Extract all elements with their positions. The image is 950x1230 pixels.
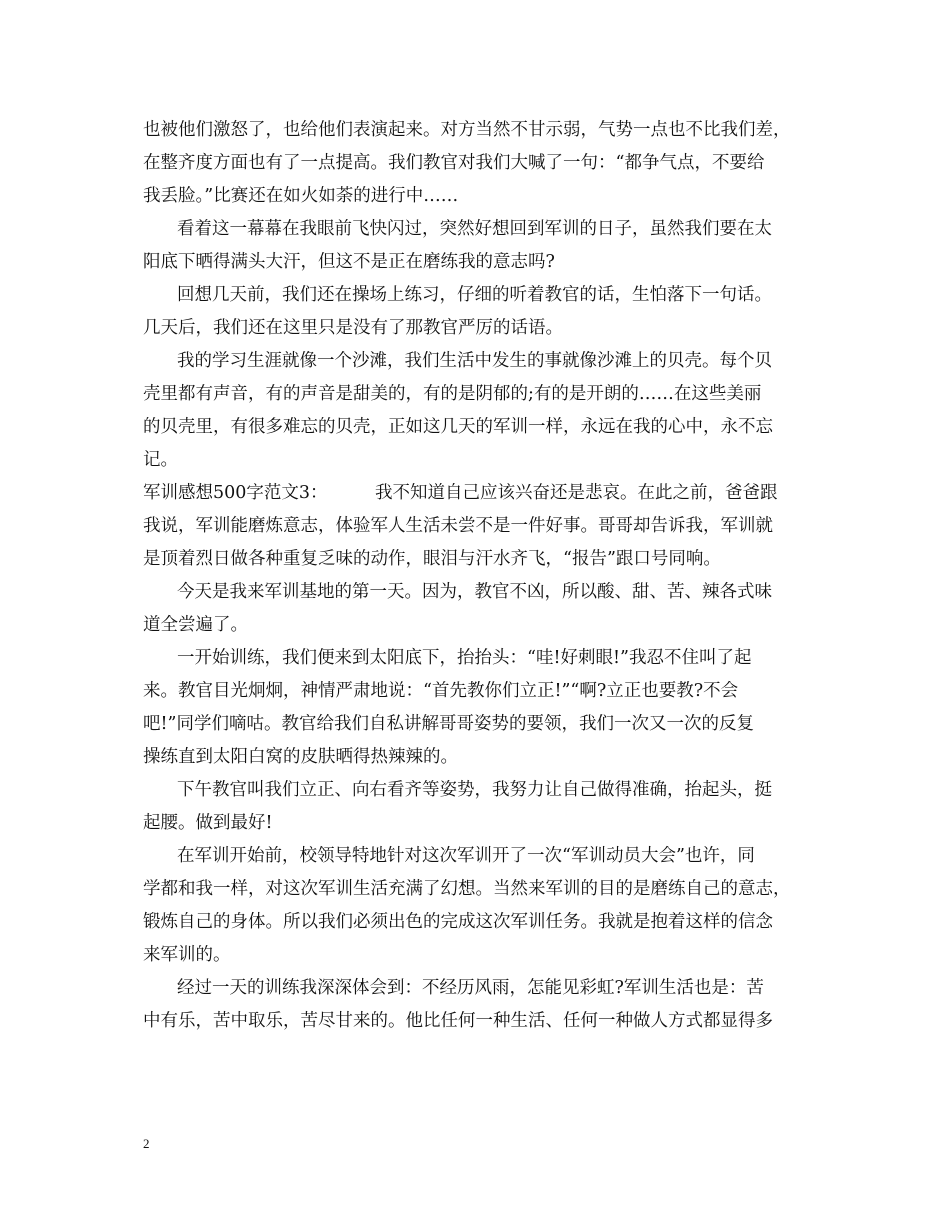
text-line: 在整齐度方面也有了一点提高。我们教官对我们大喊了一句：“都争气点，不要给 bbox=[143, 153, 765, 173]
text-line: 我不知道自己应该兴奋还是悲哀。在此之前，爸爸跟 bbox=[375, 483, 778, 503]
text-line: 的贝壳里，有很多难忘的贝壳，正如这几天的军训一样，永远在我的心中，永不忘 bbox=[143, 417, 773, 437]
text-line: 几天后，我们还在这里只是没有了那教官严厉的话语。 bbox=[143, 318, 563, 338]
essay-heading-line bbox=[143, 477, 815, 510]
paragraph-first-line: 经过一天的训练我深深体会到：不经历风雨，怎能见彩虹?军训生活也是：苦 bbox=[177, 978, 764, 998]
text-line: 学都和我一样，对这次军训生活充满了幻想。当然来军训的目的是磨练自己的意志， bbox=[143, 879, 791, 899]
text-line: 壳里都有声音，有的声音是甜美的，有的是阴郁的;有的是开朗的……在这些美丽 bbox=[143, 384, 762, 404]
text-line: 来。教官目光炯炯，神情严肃地说：“首先教你们立正!”“啊?立正也要教?不会 bbox=[143, 681, 739, 701]
text-line: 来军训的。 bbox=[143, 945, 231, 965]
text-line: 起腰。做到最好! bbox=[143, 813, 273, 833]
text-line: 操练直到太阳白窝的皮肤晒得热辣辣的。 bbox=[143, 747, 458, 767]
document-body bbox=[143, 114, 815, 1038]
essay-heading: 军训感想500字范文3： bbox=[143, 483, 328, 503]
text-line: 道全尝遍了。 bbox=[143, 615, 248, 635]
text-line: 我丢脸。”比赛还在如火如荼的进行中…… bbox=[143, 186, 459, 206]
paragraph-first-line: 看着这一幕幕在我眼前飞快闪过，突然好想回到军训的日子，虽然我们要在太 bbox=[177, 219, 772, 239]
paragraph-first-line: 我的学习生涯就像一个沙滩，我们生活中发生的事就像沙滩上的贝壳。每个贝 bbox=[177, 351, 772, 371]
text-line: 也被他们激怒了，也给他们表演起来。对方当然不甘示弱，气势一点也不比我们差， bbox=[143, 120, 791, 140]
paragraph-first-line: 下午教官叫我们立正、向右看齐等姿势，我努力让自己做得准确，抬起头，挺 bbox=[177, 780, 772, 800]
page-number: 2 bbox=[143, 1136, 150, 1151]
paragraph-first-line: 在军训开始前，校领导特地针对这次军训开了一次“军训动员大会”也许，同 bbox=[177, 846, 755, 866]
text-line: 吧!”同学们嘀咕。教官给我们自私讲解哥哥姿势的要领，我们一次又一次的反复 bbox=[143, 714, 754, 734]
text-line: 我说，军训能磨炼意志，体验军人生活未尝不是一件好事。哥哥却告诉我，军训就 bbox=[143, 516, 773, 536]
text-line: 锻炼自己的身体。所以我们必须出色的完成这次军训任务。我就是抱着这样的信念 bbox=[143, 912, 773, 932]
paragraph-first-line: 一开始训练，我们便来到太阳底下，抬抬头：“哇!好刺眼!”我忍不住叫了起 bbox=[177, 648, 752, 668]
text-line: 记。 bbox=[143, 450, 178, 470]
text-line: 阳底下晒得满头大汗，但这不是正在磨练我的意志吗? bbox=[143, 252, 555, 272]
paragraph-first-line: 回想几天前，我们还在操场上练习，仔细的听着教官的话，生怕落下一句话。 bbox=[177, 285, 772, 305]
paragraph-first-line: 今天是我来军训基地的第一天。因为，教官不凶，所以酸、甜、苦、辣各式味 bbox=[177, 582, 772, 602]
text-line: 中有乐，苦中取乐，苦尽甘来的。他比任何一种生活、任何一种做人方式都显得多 bbox=[143, 1011, 773, 1031]
text-line: 是顶着烈日做各种重复乏味的动作，眼泪与汗水齐飞，“报告”跟口号同响。 bbox=[143, 549, 721, 569]
